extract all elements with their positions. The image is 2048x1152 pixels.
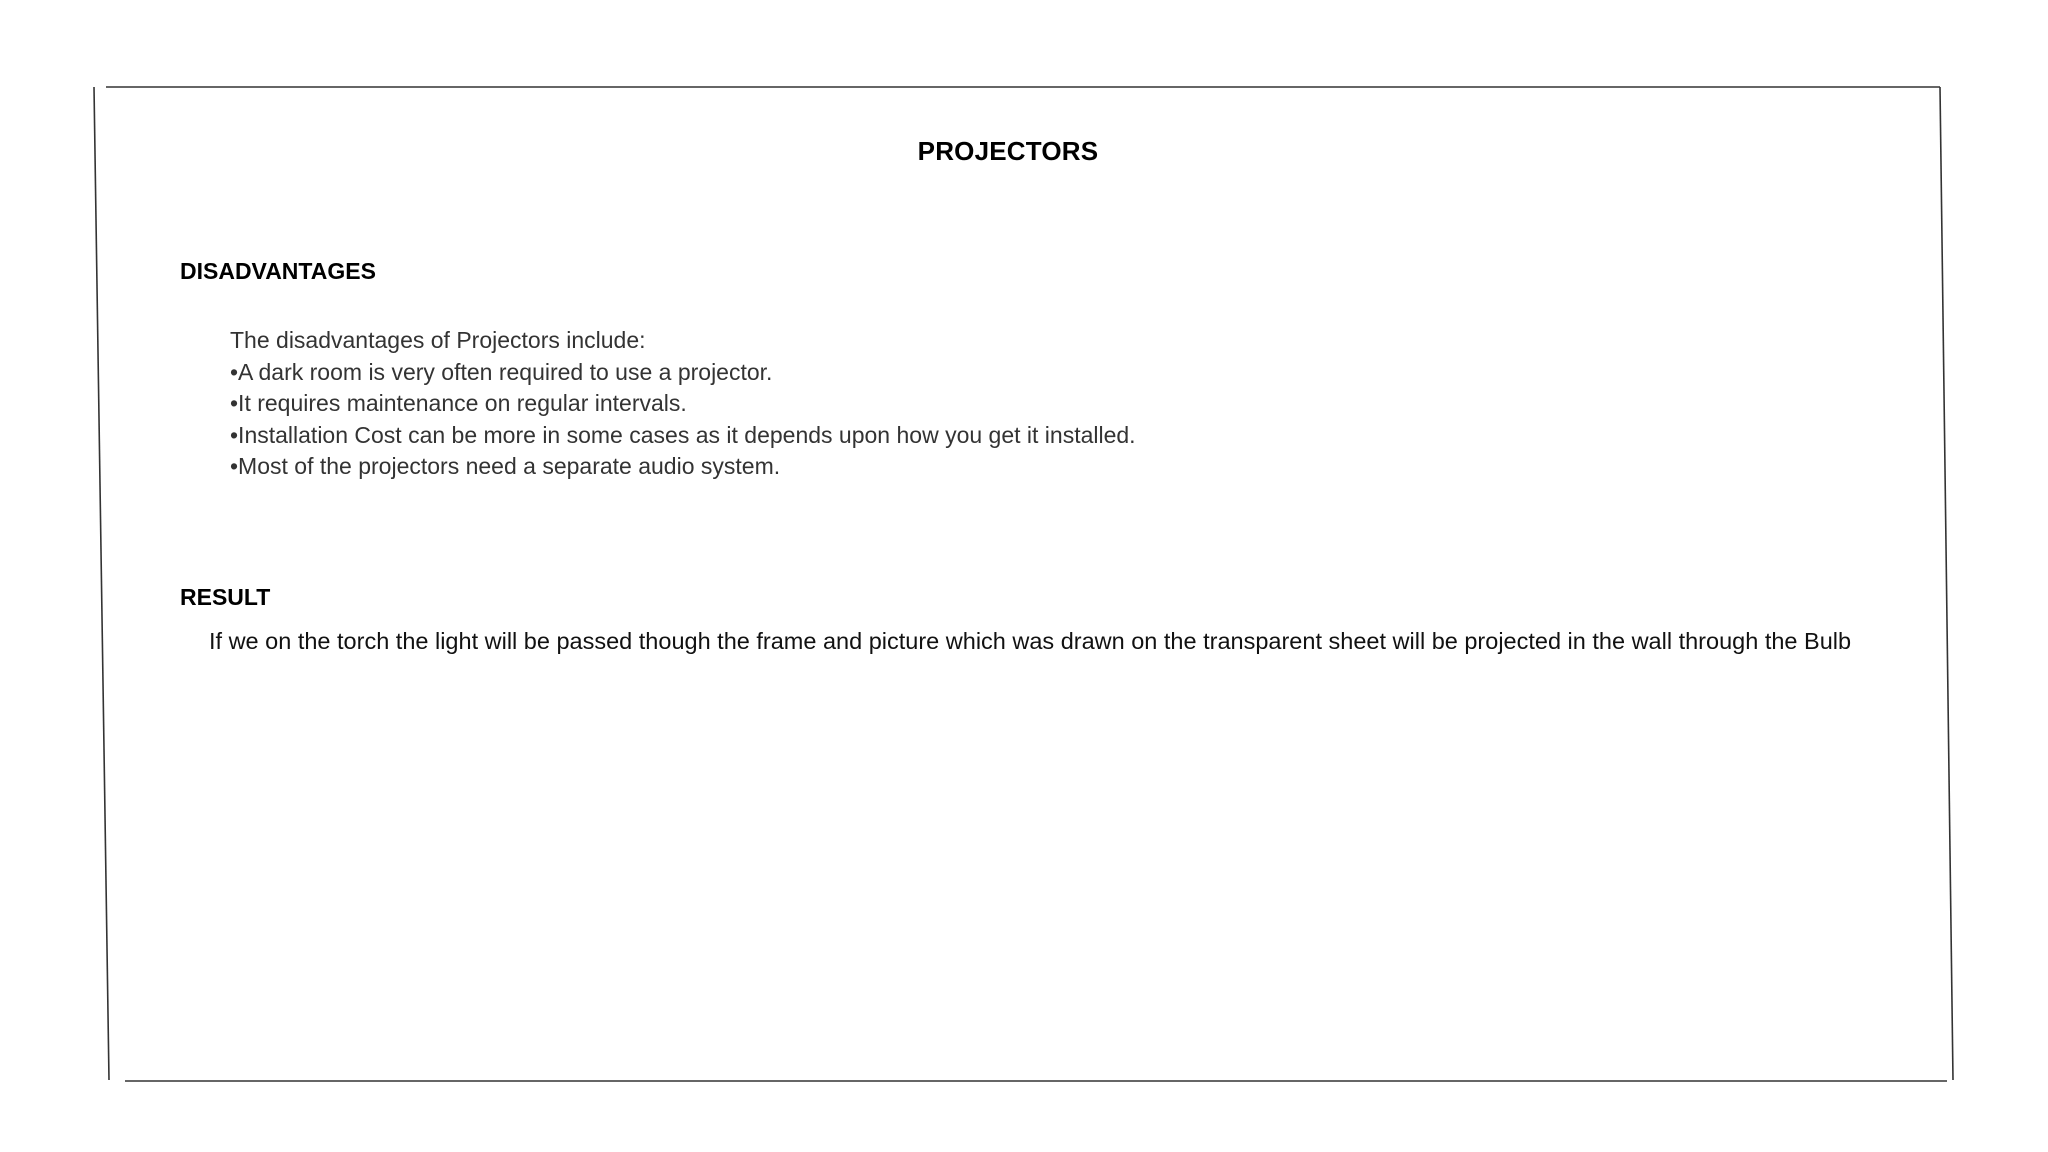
- result-text: If we on the torch the light will be passed though the frame and picture which was drawn on the transparent sheet will be projected in the wall through the Bulb: [209, 628, 1852, 654]
- disadvantages-intro: The disadvantages of Projectors include:: [230, 327, 646, 353]
- list-item: •A dark room is very often required to use a projector.: [230, 358, 773, 385]
- frame-left-border: [94, 87, 109, 1080]
- list-item: •It requires maintenance on regular intervals.: [230, 390, 687, 416]
- list-item: •Most of the projectors need a separate audio system.: [230, 453, 781, 479]
- disadvantages-list: [230, 325, 1136, 483]
- frame-right-border: [1940, 87, 1953, 1080]
- list-item: •Installation Cost can be more in some cases as it depends upon how you get it installed.: [230, 421, 1136, 448]
- disadvantages-heading: DISADVANTAGES: [180, 258, 376, 284]
- result-heading: RESULT: [180, 584, 271, 610]
- slide-title: PROJECTORS: [917, 136, 1099, 166]
